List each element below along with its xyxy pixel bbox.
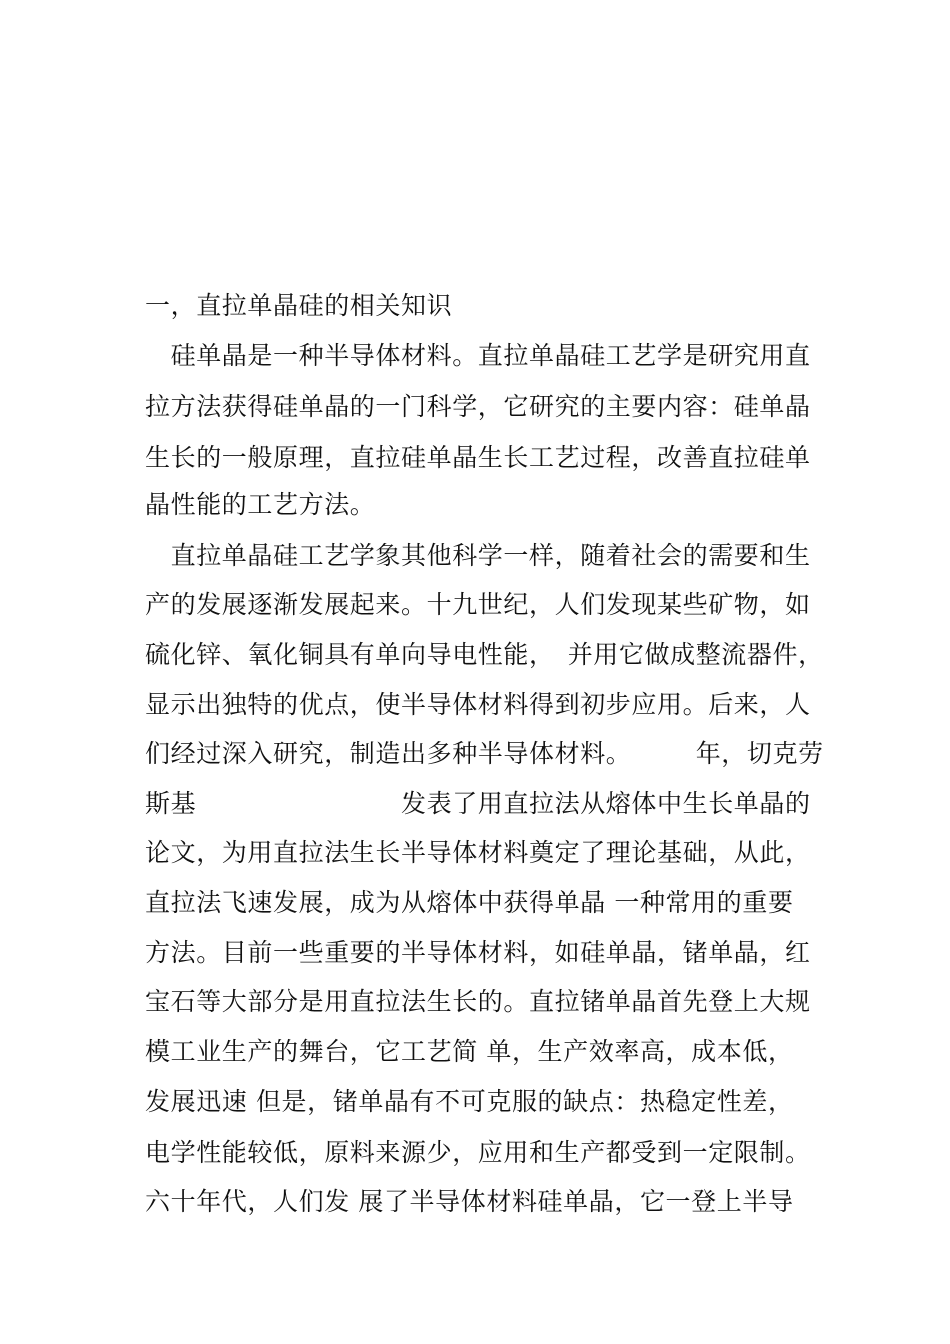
section-heading: 一，直拉单晶硅的相关知识 <box>145 291 453 320</box>
paragraph-line: 发展迅速 但是，锗单晶有不可克服的缺点：热稳定性差， <box>145 1087 794 1116</box>
paragraph-line: 模工业生产的舞台，它工艺简 单，生产效率高，成本低， <box>145 1037 794 1066</box>
paragraph-line: 直拉法飞速发展，成为从熔体中获得单晶 一种常用的重要 <box>145 888 794 917</box>
paragraph-line: 产的发展逐渐发展起来。十九世纪，人们发现某些矿物，如 <box>145 590 811 619</box>
paragraph-line: 六十年代，人们发 展了半导体材料硅单晶，它一登上半导 <box>145 1187 794 1216</box>
paragraph-line: 斯基 发表了用直拉法从熔体中生长单晶的 <box>145 789 811 818</box>
paragraph-line: 宝石等大部分是用直拉法生长的。直拉锗单晶首先登上大规 <box>145 987 811 1016</box>
paragraph-line: 方法。目前一些重要的半导体材料，如硅单晶，锗单晶，红 <box>145 938 811 967</box>
paragraph-line: 们经过深入研究，制造出多种半导体材料。 年，切克劳 <box>145 739 824 768</box>
paragraph-line: 晶性能的工艺方法。 <box>145 490 376 519</box>
paragraph-line: 显示出独特的优点，使半导体材料得到初步应用。后来，人 <box>145 690 811 719</box>
paragraph-line: 生长的一般原理，直拉硅单晶生长工艺过程，改善直拉硅单 <box>145 443 811 472</box>
paragraph-line: 电学性能较低，原料来源少，应用和生产都受到一定限制。 <box>145 1138 811 1167</box>
paragraph-line: 拉方法获得硅单晶的一门科学，它研究的主要内容：硅单晶 <box>145 392 811 421</box>
paragraph-line: 直拉单晶硅工艺学象其他科学一样，随着社会的需要和生 <box>145 541 811 570</box>
paragraph-line: 论文，为用直拉法生长半导体材料奠定了理论基础，从此， <box>145 838 811 867</box>
paragraph-line: 硫化锌、氧化铜具有单向导电性能， 并用它做成整流器件， <box>145 640 824 669</box>
paragraph-line: 硅单晶是一种半导体材料。直拉单晶硅工艺学是研究用直 <box>145 341 811 370</box>
